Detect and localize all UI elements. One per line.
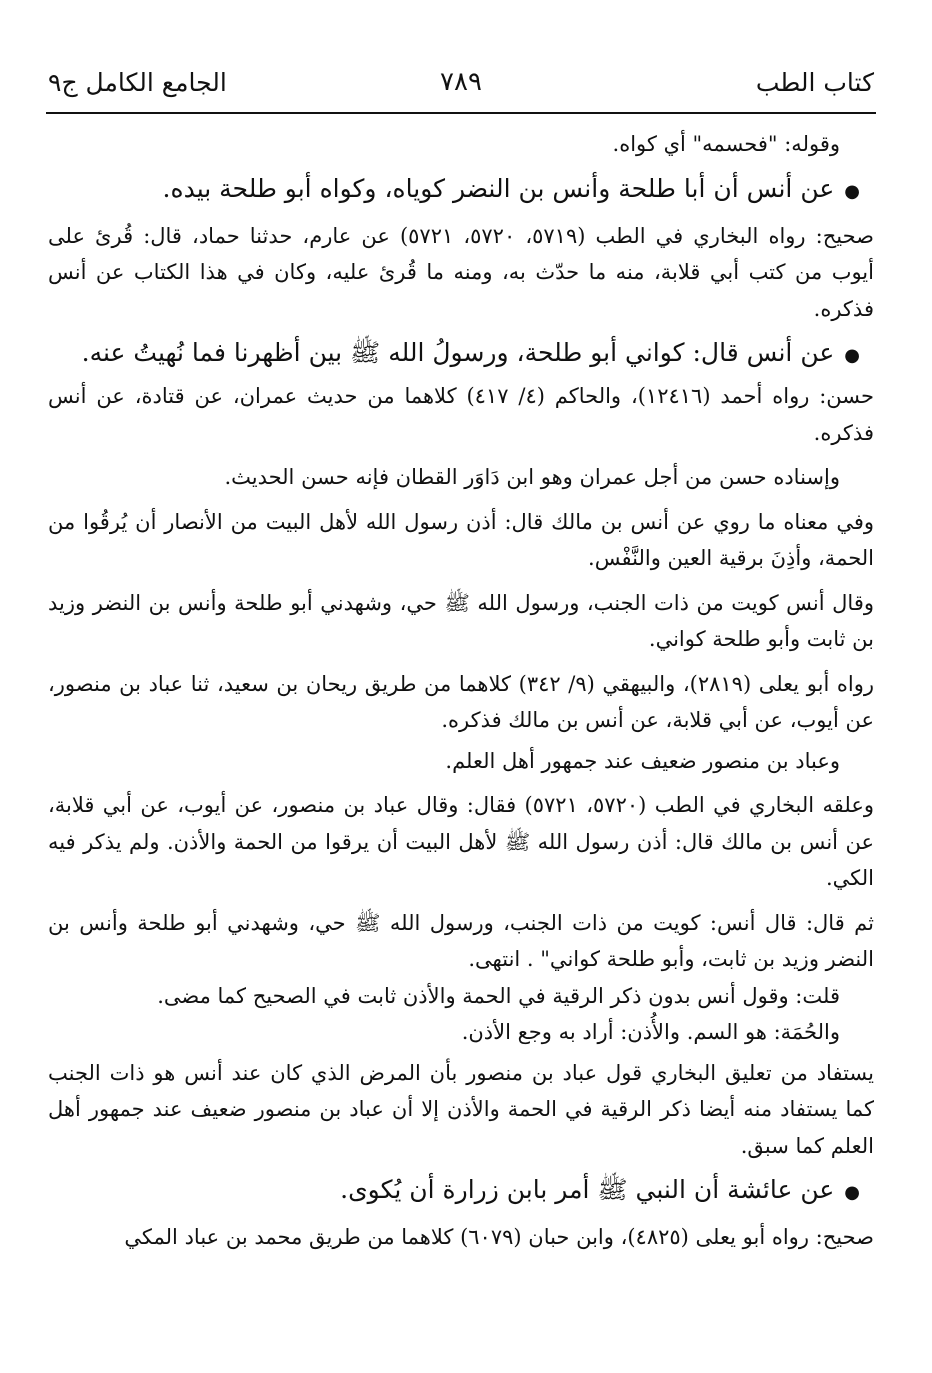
takhrij-paragraph: رواه أبو يعلى (٢٨١٩)، والبيهقي (٩/ ٣٤٢) كلاهما من طريق ريحان بن سعيد، ثنا عباد بن منصور، عن أيوب، عن أبي قلابة، عن أنس بن مالك فذكره. bbox=[48, 671, 874, 732]
hadith-text bbox=[48, 1168, 874, 1215]
page-number: ٧٨٩ bbox=[440, 67, 482, 97]
bullet-icon: ● bbox=[844, 345, 860, 366]
running-header bbox=[48, 62, 874, 102]
page-body bbox=[48, 126, 874, 1256]
paragraph-commentary: قلت: وقول أنس بدون ذكر الرقية في الحمة والأذن ثابت في الصحيح كما مضى. bbox=[157, 983, 840, 1008]
paragraph-commentary: ثم قال: قال أنس: كويت من ذات الجنب، ورسول الله ﷺ حي، وشهدني أبو طلحة وأنس بن النضر وزيد بن ثابت، وأبو طلحة كواني" . انتهى. bbox=[48, 910, 874, 971]
bullet-icon: ● bbox=[844, 1182, 860, 1203]
hadith-text-content: عن أنس أن أبا طلحة وأنس بن النضر كوياه، وكواه أبو طلحة بيده. bbox=[162, 173, 835, 203]
paragraph-commentary: وقال أنس كويت من ذات الجنب، ورسول الله ﷺ حي، وشهدني أبو طلحة وأنس بن النضر وزيد بن ثابت وأبو طلحة كواني. bbox=[48, 590, 874, 651]
hadith-text-content: عن عائشة أن النبي ﷺ أمر بابن زرارة أن يُكوى. bbox=[340, 1175, 835, 1204]
takhrij-paragraph: صحيح: رواه البخاري في الطب (٥٧١٩، ٥٧٢٠، ٥٧٢١) عن عارم، حدثنا حماد، قال: قُرئ على أيوب من كتب أبي قلابة، منه ما حدّث به، ومنه ما قُرئ عليه، وكان في هذا الكتاب عن أنس فذكره. bbox=[48, 223, 874, 321]
hadith-text bbox=[48, 167, 874, 214]
paragraph-commentary: وفي معناه ما روي عن أنس بن مالك قال: أذن رسول الله لأهل البيت من الأنصار أن يُرقُوا من الحمة، وأذِنَ برقية العين والنَّفْس. bbox=[48, 509, 874, 570]
book-title: الجامع الكامل ج٩ bbox=[48, 67, 227, 97]
takhrij-paragraph: حسن: رواه أحمد (١٢٤١٦)، والحاكم (٤/ ٤١٧) كلاهما من حديث عمران، عن قتادة، عن أنس فذكره. bbox=[48, 384, 874, 445]
takhrij-paragraph: صحيح: رواه أبو يعلى (٤٨٢٥)، وابن حبان (٦٠٧٩) كلاهما من طريق محمد بن عباد المكي bbox=[124, 1225, 874, 1249]
paragraph-commentary: والحُمَة: هو السم. والأُذن: أراد به وجع الأذن. bbox=[461, 1020, 840, 1044]
hadith-text-content: عن أنس قال: كواني أبو طلحة، ورسولُ الله ﷺ بين أظهرنا فما نُهيتُ عنه. bbox=[81, 338, 835, 367]
paragraph-commentary: وقوله: "فحسمه" أي كواه. bbox=[612, 132, 840, 156]
paragraph-commentary: يستفاد من تعليق البخاري قول عباد بن منصور بأن المرض الذي كان عند أنس هو ذات الجنب كما يستفاد منه أيضا ذكر الرقية في الحمة والأذن إلا أن عباد بن منصور ضعيف عند جمهور أهل العلم كما سبق. bbox=[48, 1060, 874, 1158]
paragraph-commentary: وعلقه البخاري في الطب (٥٧٢٠، ٥٧٢١) فقال: وقال عباد بن منصور، عن أيوب، عن أبي قلابة، عن أنس بن مالك قال: أذن رسول الله ﷺ لأهل البيت أن يرقوا من الحمة والأذن. ولم يذكر فيه الكي. bbox=[48, 793, 874, 890]
chapter-title: كتاب الطب bbox=[755, 67, 874, 97]
bullet-icon: ● bbox=[844, 180, 860, 202]
hadith-text bbox=[48, 331, 874, 378]
paragraph-commentary: وإسناده حسن من أجل عمران وهو ابن دَاوَر القطان فإنه حسن الحديث. bbox=[224, 465, 840, 489]
header-rule bbox=[46, 112, 876, 114]
paragraph-commentary: وعباد بن منصور ضعيف عند جمهور أهل العلم. bbox=[445, 748, 840, 773]
